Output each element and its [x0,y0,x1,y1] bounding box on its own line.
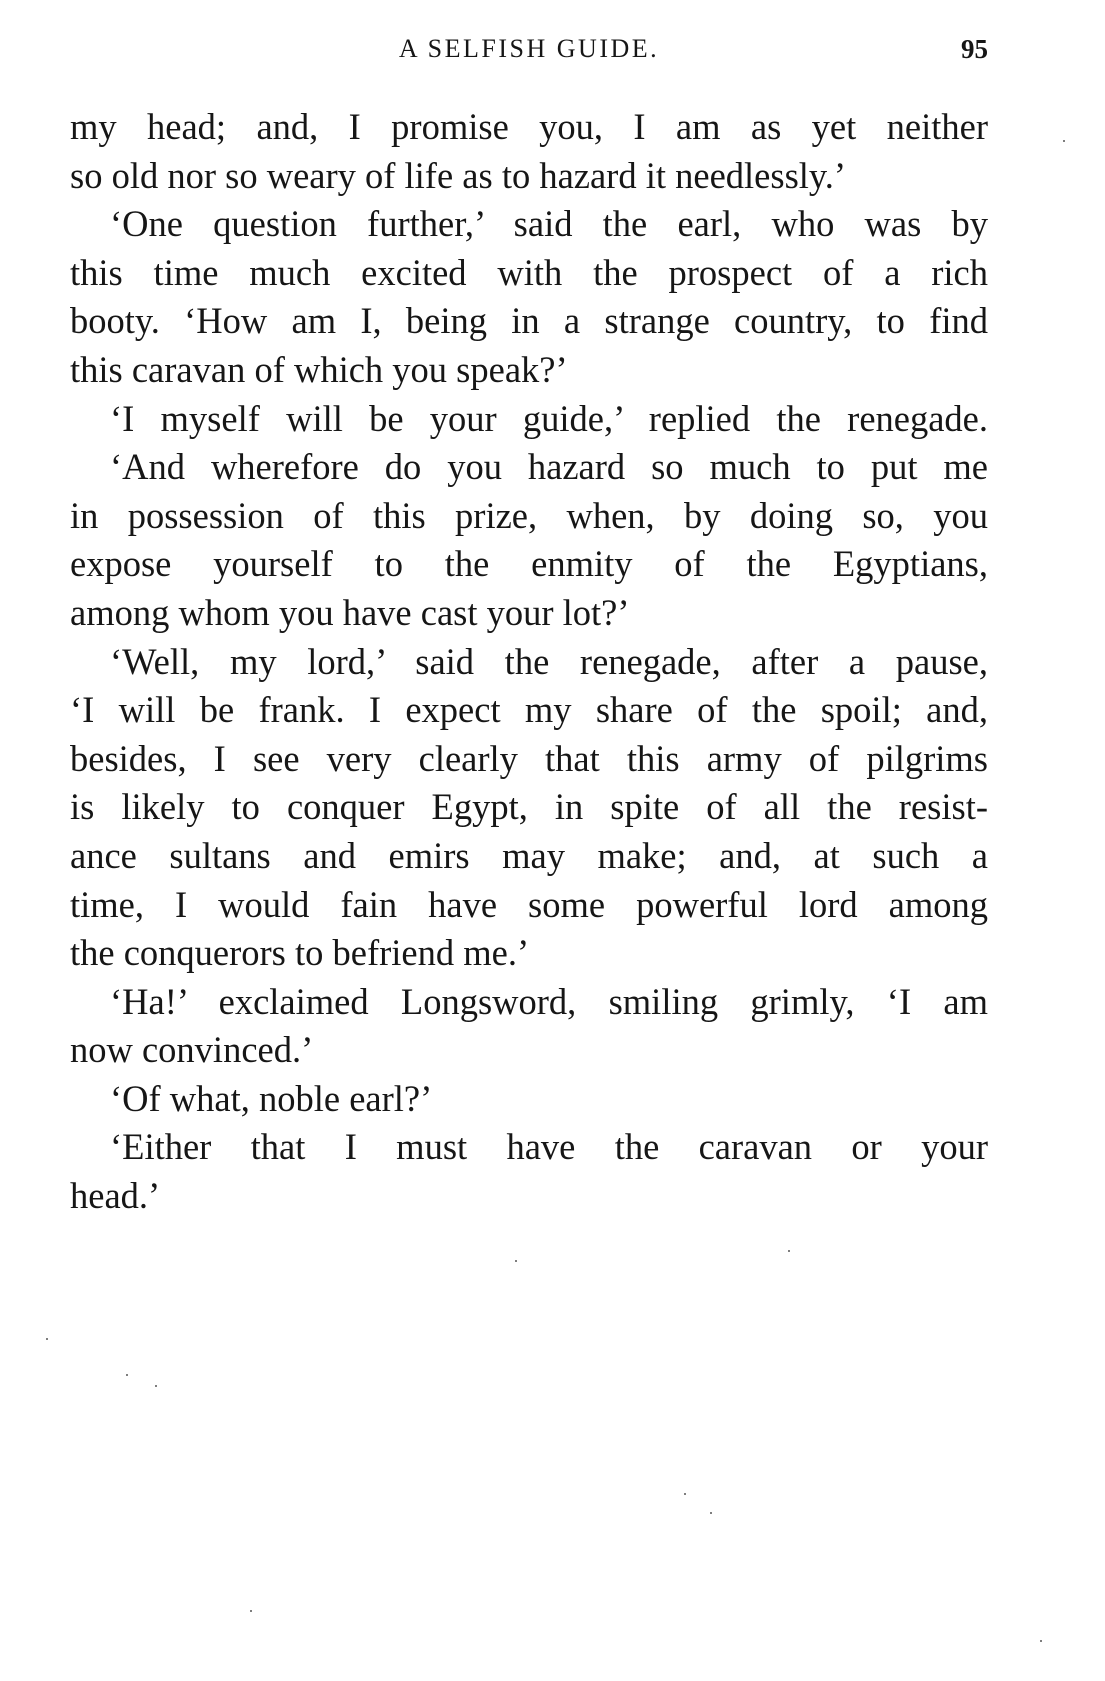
body-text [70,103,988,1221]
text-line: this caravan of which you speak?’ [70,348,568,390]
paper-speck [684,1493,686,1495]
paper-speck [1063,140,1065,142]
paper-speck [46,1338,48,1340]
text-line: ‘Well, my lord,’ said the renegade, after a pause, [110,640,988,682]
text-line: among whom you have cast your lot?’ [70,591,630,633]
text-line: besides, I see very clearly that this army of pilgrims [70,737,988,779]
paper-speck [1040,1640,1042,1642]
text-line: ‘And wherefore do you hazard so much to put me [110,446,988,488]
text-line: ance sultans and emirs may make; and, at such a [70,834,988,876]
text-line: head.’ [70,1175,161,1217]
text-line: so old nor so weary of life as to hazard it needlessly.’ [70,154,847,196]
text-line: my head; and, I promise you, I am as yet neither [70,106,988,147]
paper-speck [126,1374,128,1376]
text-line: ‘I will be frank. I expect my share of the spoil; and, [70,689,988,731]
page-header [70,34,988,74]
text-line: ‘One question further,’ said the earl, who was by [110,203,988,245]
text-line: now convinced.’ [70,1029,314,1071]
text-line: expose yourself to the enmity of the Egyptians, [70,543,988,585]
text-line: is likely to conquer Egypt, in spite of all the resist- [70,786,988,828]
running-title: A SELFISH GUIDE. [398,34,660,63]
paper-speck [788,1250,790,1252]
page-number: 95 [961,34,988,64]
paper-speck [155,1385,157,1387]
text-line: ‘Of what, noble earl?’ [110,1077,433,1119]
text-line: ‘I myself will be your guide,’ replied the renegade. [110,397,988,439]
paper-speck [515,1260,517,1262]
paper-speck [710,1512,712,1514]
text-line: the conquerors to befriend me.’ [70,932,530,974]
text-line: ‘Either that I must have the caravan or your [110,1126,988,1168]
text-line: ‘Ha!’ exclaimed Longsword, smiling grimly, ‘I am [110,980,988,1022]
text-line: this time much excited with the prospect of a rich [70,251,988,293]
paper-speck [250,1610,252,1612]
text-line: time, I would fain have some powerful lord among [70,883,988,925]
text-line: booty. ‘How am I, being in a strange country, to find [70,300,988,342]
text-line: in possession of this prize, when, by doing so, you [70,494,988,536]
